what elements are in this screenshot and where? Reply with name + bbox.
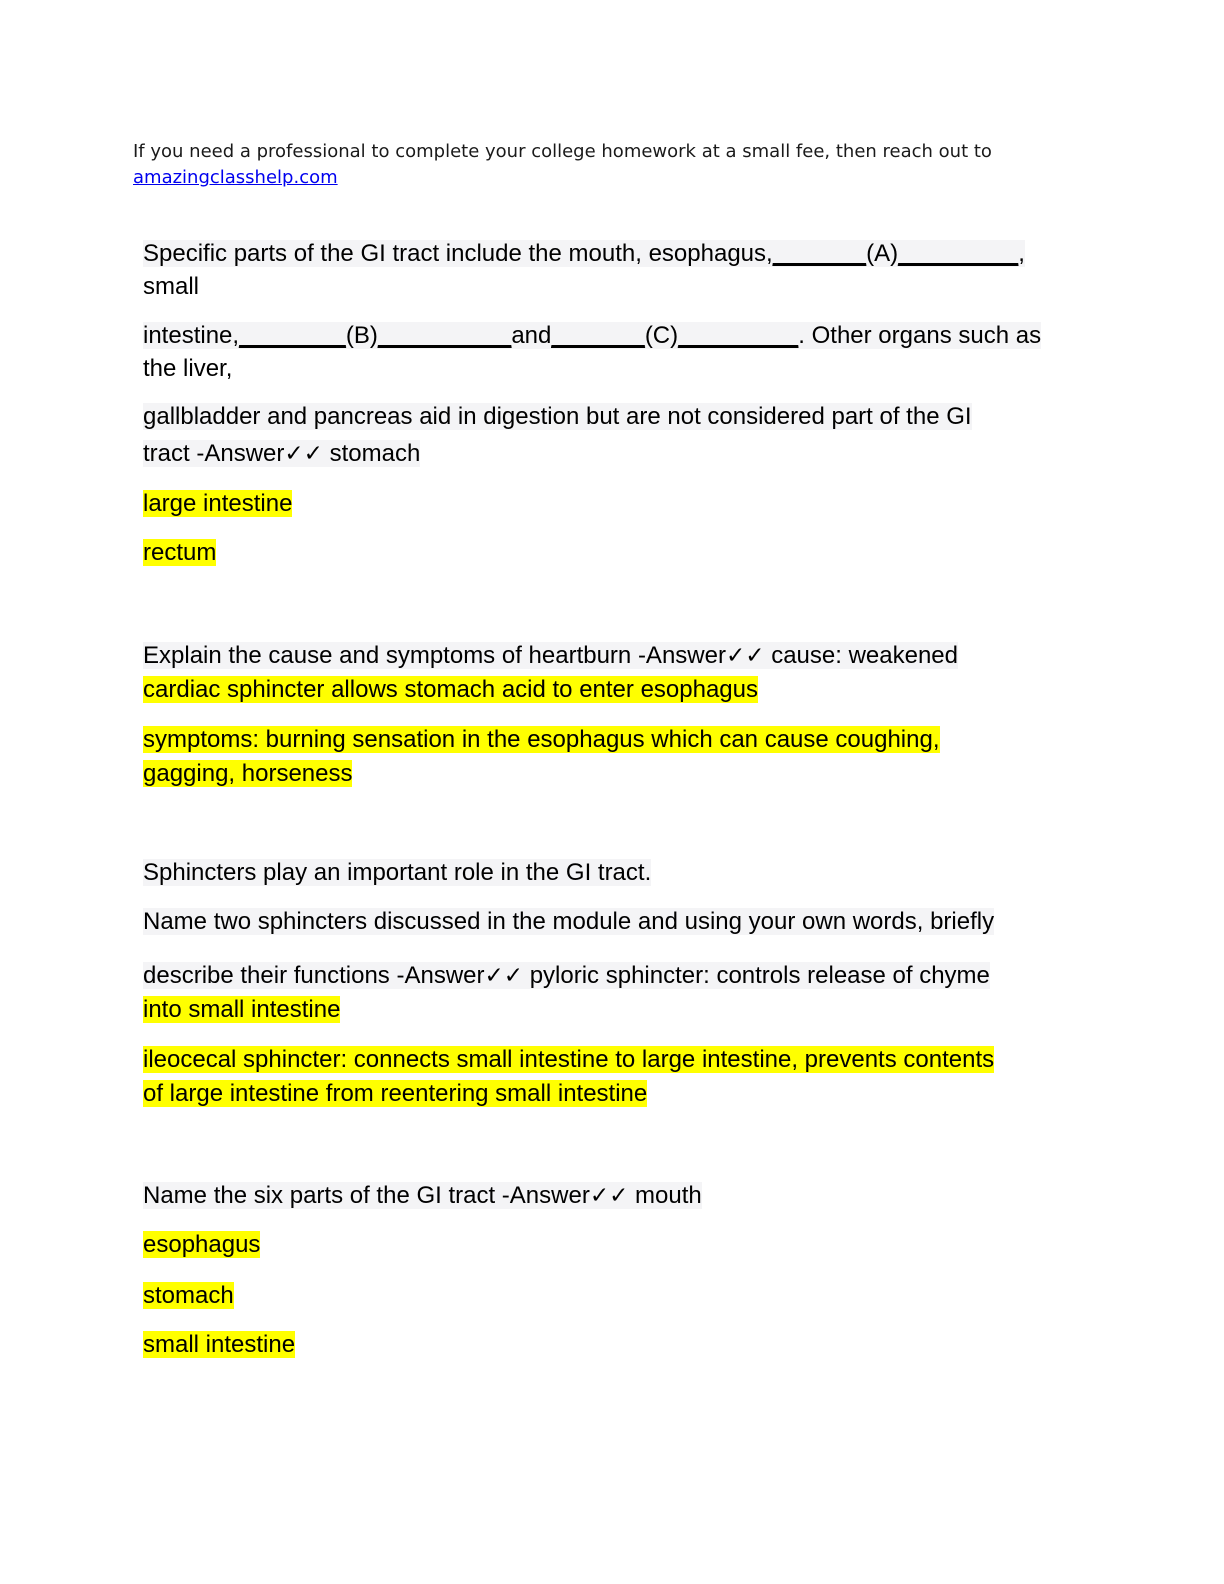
q3-line5	[143, 1043, 994, 1077]
q1-line3-text: gallbladder and pancreas aid in digestion but are not considered part of the GI	[143, 403, 972, 430]
answer-text: pyloric sphincter: controls release of chyme	[529, 962, 990, 989]
check-icon: ✓✓	[484, 963, 524, 989]
check-icon: ✓✓	[725, 643, 765, 669]
q1-line2-wrap: the liver,	[143, 355, 233, 382]
q1-line1-wrap: small	[143, 273, 200, 300]
highlighted-answer: symptoms: burning sensation in the esophagus which can cause coughing,	[143, 726, 940, 753]
answer-text: mouth	[635, 1182, 702, 1209]
q1-line1	[143, 237, 1025, 271]
q2-text: Explain the cause and symptoms of heartburn -Answer	[143, 642, 726, 669]
q3-text: Sphincters play an important role in the GI tract.	[143, 859, 652, 886]
promo-text: If you need a professional to complete your college homework at a small fee, then reach out to	[133, 141, 992, 162]
q2-line1	[143, 639, 958, 673]
q3-text: Name two sphincters discussed in the module and using your own words, briefly	[143, 908, 995, 935]
q1-line4	[143, 437, 420, 471]
highlighted-answer: esophagus	[143, 1231, 261, 1258]
highlighted-answer: into small intestine	[143, 996, 341, 1023]
q3-line3	[143, 959, 990, 993]
blank-b-left: ________	[239, 322, 346, 349]
blank-c-left: _______	[551, 322, 645, 349]
q3-line1	[143, 856, 651, 890]
q1-line2	[143, 319, 1041, 353]
highlighted-answer: large intestine	[143, 490, 293, 517]
q4-text: Name the six parts of the GI tract -Answer	[143, 1182, 590, 1209]
q4-line1	[143, 1179, 702, 1213]
q3-line6	[143, 1077, 647, 1111]
blank-b-label: (B)	[345, 322, 378, 349]
highlighted-answer: small intestine	[143, 1331, 296, 1358]
check-icon: ✓✓	[284, 441, 323, 467]
q1-line2-end: . Other organs such as	[798, 322, 1042, 349]
q1-comma: ,	[1018, 240, 1025, 267]
q4-answer-3	[143, 1328, 295, 1362]
q1-and: and	[511, 322, 552, 349]
blank-a-left: _______	[772, 240, 867, 267]
blank-a-right: _________	[898, 240, 1019, 267]
answer-text: cause: weakened	[771, 642, 958, 669]
promo-link[interactable]: amazingclasshelp.com	[133, 167, 338, 188]
q1-text: Specific parts of the GI tract include the mouth, esophagus,	[143, 240, 773, 267]
blank-c-right: _________	[678, 322, 799, 349]
q1-answer-1	[143, 487, 292, 521]
promo-notice	[133, 139, 1093, 191]
q1-answer-2	[143, 536, 216, 570]
q2-line2	[143, 673, 758, 707]
q3-line2	[143, 905, 994, 939]
highlighted-answer: stomach	[143, 1282, 234, 1309]
q4-answer-2	[143, 1279, 234, 1313]
highlighted-answer: of large intestine from reentering small intestine	[143, 1080, 648, 1107]
highlighted-answer: cardiac sphincter allows stomach acid to enter esophagus	[143, 676, 758, 703]
blank-b-right: __________	[377, 322, 512, 349]
q1-line3	[143, 400, 972, 434]
highlighted-answer: ileocecal sphincter: connects small intestine to large intestine, prevents contents	[143, 1046, 995, 1073]
answer-text: stomach	[329, 440, 421, 467]
q3-text: describe their functions -Answer	[143, 962, 485, 989]
highlighted-answer: rectum	[143, 539, 217, 566]
q2-line3	[143, 723, 940, 757]
q3-line4	[143, 993, 340, 1027]
answer-prefix: tract -Answer	[143, 440, 285, 467]
blank-a-label: (A)	[866, 240, 899, 267]
q4-answer-1	[143, 1228, 260, 1262]
blank-c-label: (C)	[644, 322, 679, 349]
q1-line2-start: intestine,	[143, 322, 240, 349]
check-icon: ✓✓	[589, 1183, 629, 1209]
highlighted-answer: gagging, horseness	[143, 760, 353, 787]
q2-line4	[143, 757, 352, 791]
